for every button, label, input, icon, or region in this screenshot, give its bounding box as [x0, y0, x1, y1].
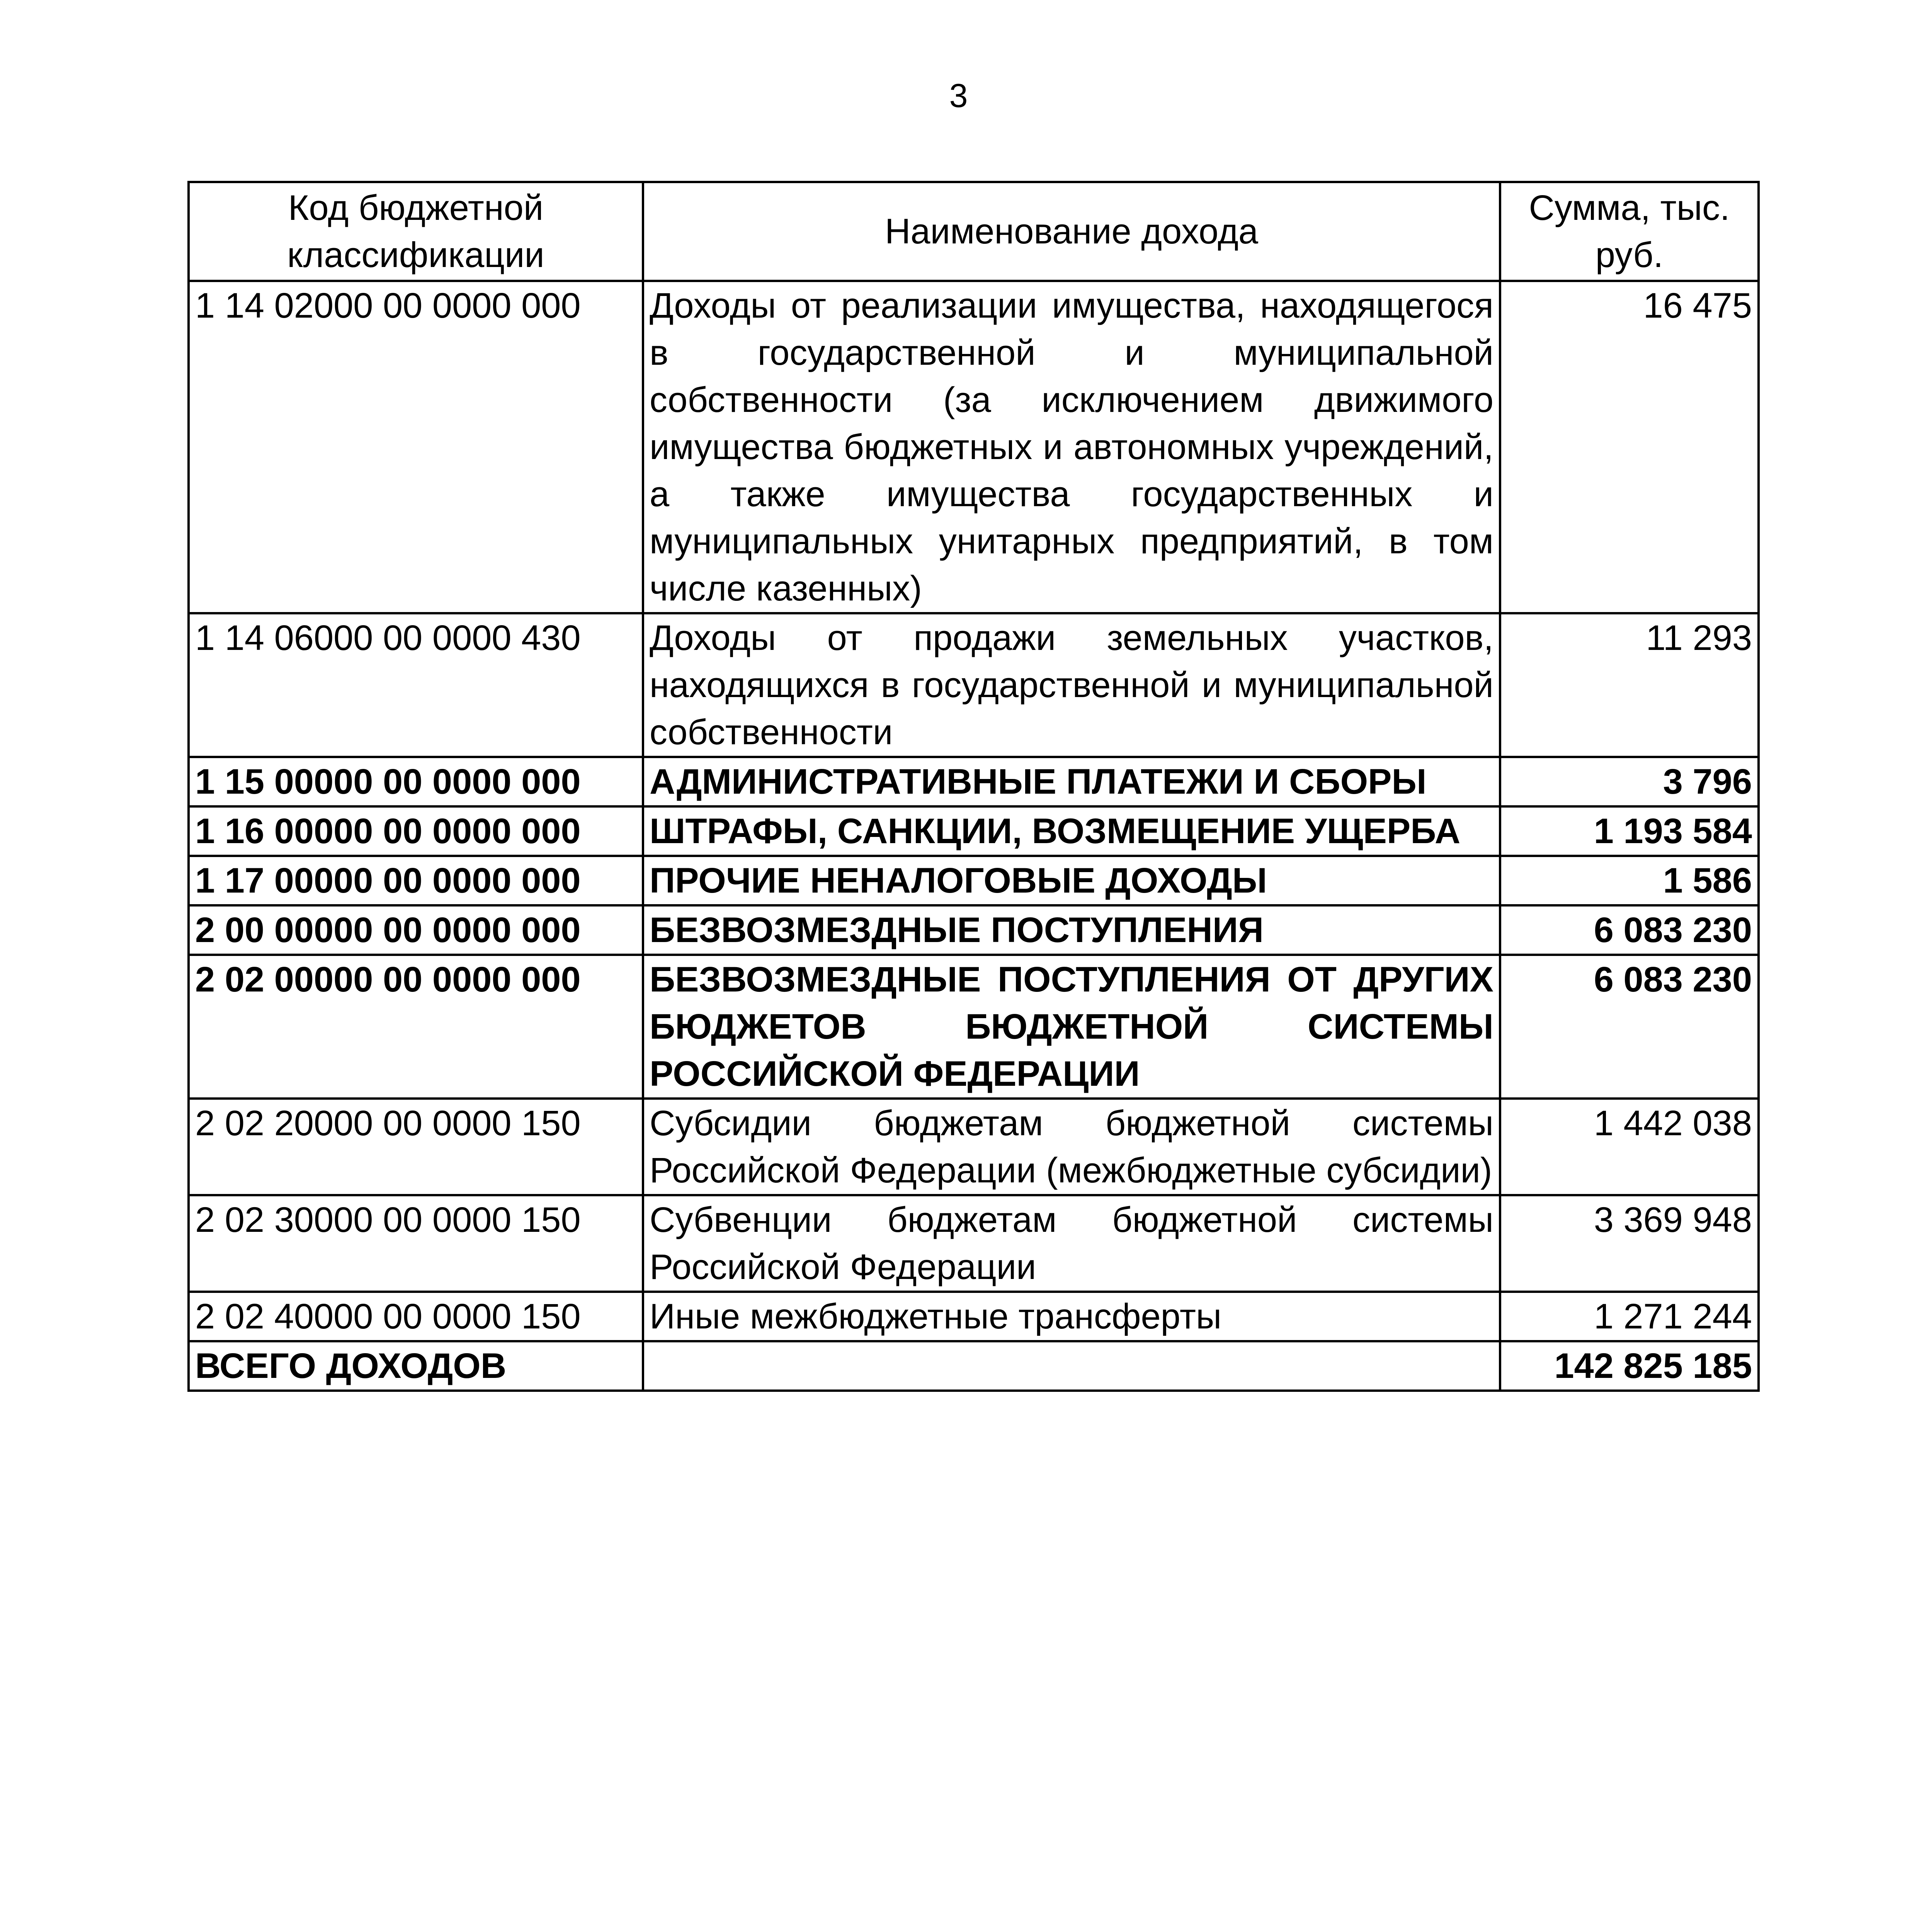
table-row — [189, 757, 1759, 806]
table-row — [189, 281, 1759, 613]
row-name: Иные межбюджетные трансферты — [643, 1292, 1500, 1341]
total-label: ВСЕГО ДОХОДОВ — [189, 1341, 643, 1391]
total-row — [189, 1341, 1759, 1391]
table-row — [189, 806, 1759, 856]
row-code: 1 14 02000 00 0000 000 — [189, 281, 643, 613]
page-number: 3 — [949, 77, 968, 114]
row-name: ШТРАФЫ, САНКЦИИ, ВОЗМЕЩЕНИЕ УЩЕРБА — [643, 806, 1500, 856]
row-amount: 1 442 038 — [1500, 1099, 1759, 1195]
row-amount: 6 083 230 — [1500, 955, 1759, 1099]
row-amount: 6 083 230 — [1500, 905, 1759, 955]
header-code: Код бюджетной классификации — [189, 182, 643, 281]
row-name: БЕЗВОЗМЕЗДНЫЕ ПОСТУПЛЕНИЯ ОТ ДРУГИХ БЮДЖЕТОВ БЮДЖЕТНОЙ СИСТЕМЫ РОССИЙСКОЙ ФЕДЕРАЦИИ — [643, 955, 1500, 1099]
row-code: 2 02 20000 00 0000 150 — [189, 1099, 643, 1195]
row-name: АДМИНИСТРАТИВНЫЕ ПЛАТЕЖИ И СБОРЫ — [643, 757, 1500, 806]
total-name — [643, 1341, 1500, 1391]
table-row — [189, 955, 1759, 1099]
header-name: Наименование дохода — [643, 182, 1500, 281]
row-code: 1 14 06000 00 0000 430 — [189, 613, 643, 757]
table-row — [189, 1195, 1759, 1292]
row-code: 2 02 40000 00 0000 150 — [189, 1292, 643, 1341]
row-name: БЕЗВОЗМЕЗДНЫЕ ПОСТУПЛЕНИЯ — [643, 905, 1500, 955]
row-amount: 11 293 — [1500, 613, 1759, 757]
row-code: 2 02 00000 00 0000 000 — [189, 955, 643, 1099]
table-row — [189, 905, 1759, 955]
row-name: Доходы от реализации имущества, находящегося в государственной и муниципальной собственности (за исключением движимого имущества бюджетных и автономных учреждений, а также имущества государственных и муниципальных унитарных предприятий, в том числе казенных) — [643, 281, 1500, 613]
row-code: 1 16 00000 00 0000 000 — [189, 806, 643, 856]
header-amount: Сумма, тыс. руб. — [1500, 182, 1759, 281]
income-table — [187, 181, 1760, 1392]
row-name: Субвенции бюджетам бюджетной системы Российской Федерации — [643, 1195, 1500, 1292]
row-code: 1 17 00000 00 0000 000 — [189, 856, 643, 905]
table-header-row — [189, 182, 1759, 281]
row-name: Субсидии бюджетам бюджетной системы Российской Федерации (межбюджетные субсидии) — [643, 1099, 1500, 1195]
row-name: ПРОЧИЕ НЕНАЛОГОВЫЕ ДОХОДЫ — [643, 856, 1500, 905]
total-amount: 142 825 185 — [1500, 1341, 1759, 1391]
table-row — [189, 613, 1759, 757]
row-code: 2 02 30000 00 0000 150 — [189, 1195, 643, 1292]
row-code: 2 00 00000 00 0000 000 — [189, 905, 643, 955]
row-amount: 1 271 244 — [1500, 1292, 1759, 1341]
row-amount: 1 586 — [1500, 856, 1759, 905]
table-row — [189, 856, 1759, 905]
table-row — [189, 1099, 1759, 1195]
row-code: 1 15 00000 00 0000 000 — [189, 757, 643, 806]
row-amount: 16 475 — [1500, 281, 1759, 613]
table-row — [189, 1292, 1759, 1341]
row-name: Доходы от продажи земельных участков, находящихся в государственной и муниципальной собственности — [643, 613, 1500, 757]
row-amount: 3 369 948 — [1500, 1195, 1759, 1292]
row-amount: 3 796 — [1500, 757, 1759, 806]
row-amount: 1 193 584 — [1500, 806, 1759, 856]
